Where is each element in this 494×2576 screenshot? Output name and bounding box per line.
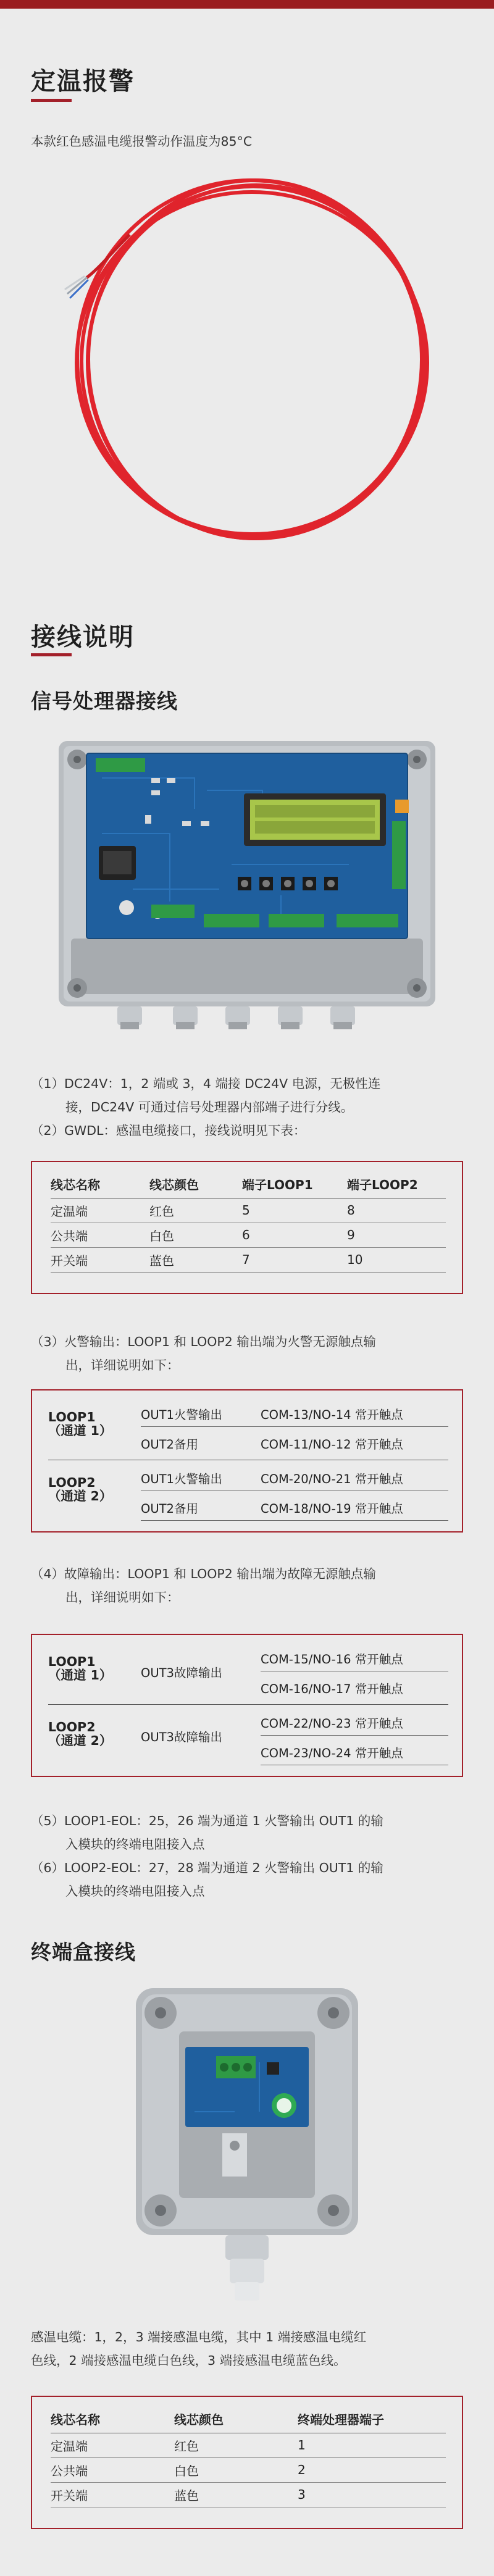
fault-output-table-box (31, 1634, 463, 1777)
section-title-alarm: 定温报警 (31, 67, 135, 96)
table-cell: 定温端 (51, 1198, 149, 1223)
note-4-line-1: （4）故障输出：LOOP1 和 LOOP2 输出端为故障无源触点输 (31, 1566, 376, 1581)
note-3-line-1: （3）火警输出：LOOP1 和 LOOP2 输出端为火警无源触点输 (31, 1334, 376, 1349)
loop1-label (48, 1410, 112, 1437)
alarm-description-text: 本款红色感温电缆报警动作温度为85°C (31, 134, 253, 149)
row-divider (261, 1735, 448, 1736)
table-cell: 白色 (174, 2457, 298, 2482)
contact-spec: COM-22/NO-23 常开触点 (261, 1717, 403, 1731)
table-cell: 蓝色 (149, 1247, 242, 1272)
red-cable-coil-icon (43, 161, 451, 556)
terminal-table-box (31, 2396, 463, 2529)
table-cell: 红色 (174, 2433, 298, 2457)
table-cell: 2 (298, 2457, 446, 2482)
loop2-label (48, 1476, 112, 1503)
top-accent-bar (0, 0, 494, 9)
contact-spec: COM-16/NO-17 常开触点 (261, 1682, 403, 1696)
terminal-box-image (136, 1988, 358, 2309)
contact-spec: COM-11/NO-12 常开触点 (261, 1437, 403, 1452)
note-2: （2）GWDL：感温电缆接口，接线说明见下表： (31, 1123, 306, 1138)
row-divider (141, 1426, 448, 1427)
table-cell: 定温端 (51, 2433, 174, 2457)
note-3-line-2: 出，详细说明如下： (65, 1358, 180, 1373)
output-name: OUT1火警输出 (141, 1408, 222, 1422)
table-cell: 公共端 (51, 2457, 174, 2482)
table-row (51, 2457, 446, 2482)
col-header: 线芯名称 (51, 1171, 149, 1198)
loop1-label (48, 1655, 112, 1682)
contact-spec: COM-23/NO-24 常开触点 (261, 1746, 403, 1760)
note-fault-output (31, 1562, 376, 1609)
table-cell: 8 (347, 1198, 446, 1223)
output-name: OUT3故障输出 (141, 1666, 222, 1680)
loop1-channel: （通道 1） (48, 1668, 112, 1683)
loop1-name: LOOP1 (48, 1654, 96, 1669)
row-divider (141, 1520, 448, 1521)
terminal-desc-line-2: 色线，2 端接感温电缆白色线，3 端接感温电缆蓝色线。 (31, 2353, 346, 2368)
note-fire-output (31, 1330, 376, 1377)
title-underline (31, 653, 72, 656)
fire-output-table (32, 1390, 464, 1534)
contact-spec: COM-20/NO-21 常开触点 (261, 1472, 403, 1486)
note-1-line-2: 接，DC24V 可通过信号处理器内部端子进行分线。 (65, 1100, 354, 1114)
loop2-channel: （通道 2） (48, 1733, 112, 1748)
heat-cable-image (43, 161, 451, 556)
note-6-line-1: （6）LOOP2-EOL：27，28 端为通道 2 火警输出 OUT1 的输 (31, 1860, 383, 1875)
table-row (51, 1223, 446, 1247)
loop1-channel: （通道 1） (48, 1423, 112, 1438)
note-5-line-2: 入模块的终端电阻接入点 (65, 1837, 205, 1852)
table-cell: 10 (347, 1247, 446, 1272)
col-header: 线芯颜色 (149, 1171, 242, 1198)
loop2-channel: （通道 2） (48, 1489, 112, 1503)
table-cell: 7 (242, 1247, 347, 1272)
note-4-line-2: 出，详细说明如下： (65, 1590, 180, 1605)
table-row (51, 1247, 446, 1272)
table-cell: 蓝色 (174, 2482, 298, 2507)
col-header: 端子LOOP1 (242, 1171, 347, 1198)
terminal-box-icon (136, 1988, 358, 2309)
table-row (51, 2433, 446, 2457)
table-header-row (51, 2406, 446, 2433)
title-underline (31, 99, 72, 102)
table-cell: 9 (347, 1223, 446, 1247)
table-cell: 5 (242, 1198, 347, 1223)
loop-separator (48, 1704, 448, 1705)
fire-output-table-box (31, 1389, 463, 1533)
loop2-name: LOOP2 (48, 1475, 96, 1490)
table-cell: 公共端 (51, 1223, 149, 1247)
table-cell: 白色 (149, 1223, 242, 1247)
note-5-line-1: （5）LOOP1-EOL：25，26 端为通道 1 火警输出 OUT1 的输 (31, 1813, 383, 1828)
table-cell: 开关端 (51, 1247, 149, 1272)
notes-dc24v-gwdl (31, 1072, 380, 1142)
contact-spec: COM-18/NO-19 常开触点 (261, 1502, 403, 1516)
table-cell: 6 (242, 1223, 347, 1247)
output-name: OUT2备用 (141, 1437, 198, 1452)
fault-output-table (32, 1635, 464, 1778)
col-header: 终端处理器端子 (298, 2406, 446, 2433)
notes-eol (31, 1809, 383, 1903)
terminal-box-description (31, 2325, 366, 2372)
alarm-description (31, 130, 252, 153)
output-name: OUT1火警输出 (141, 1472, 222, 1486)
section-title-wiring: 接线说明 (31, 623, 135, 651)
signal-processor-image (59, 741, 435, 1031)
table-row (51, 2482, 446, 2507)
loop2-label (48, 1720, 112, 1747)
gwdl-table (51, 1171, 446, 1273)
table-row (51, 1198, 446, 1223)
col-header: 线芯颜色 (174, 2406, 298, 2433)
note-1-line-1: （1）DC24V：1，2 端或 3，4 端接 DC24V 电源，无极性连 (31, 1076, 381, 1091)
col-header: 线芯名称 (51, 2406, 174, 2433)
contact-spec: COM-15/NO-16 常开触点 (261, 1652, 403, 1666)
subtitle-terminal-box: 终端盒接线 (31, 1940, 136, 1964)
gwdl-table-box (31, 1161, 463, 1294)
terminal-desc-line-1: 感温电缆：1，2，3 端接感温电缆，其中 1 端接感温电缆红 (31, 2330, 367, 2344)
terminal-table (51, 2406, 446, 2507)
table-header-row (51, 1171, 446, 1198)
table-cell: 1 (298, 2433, 446, 2457)
output-name: OUT3故障输出 (141, 1730, 222, 1744)
loop2-name: LOOP2 (48, 1720, 96, 1734)
output-name: OUT2备用 (141, 1502, 198, 1516)
subtitle-signal-processor: 信号处理器接线 (31, 689, 178, 713)
col-header: 端子LOOP2 (347, 1171, 446, 1198)
loop1-name: LOOP1 (48, 1410, 96, 1424)
contact-spec: COM-13/NO-14 常开触点 (261, 1408, 403, 1422)
note-6-line-2: 入模块的终端电阻接入点 (65, 1884, 205, 1899)
table-cell: 3 (298, 2482, 446, 2507)
table-cell: 红色 (149, 1198, 242, 1223)
table-cell: 开关端 (51, 2482, 174, 2507)
signal-processor-board-icon (59, 741, 435, 1031)
